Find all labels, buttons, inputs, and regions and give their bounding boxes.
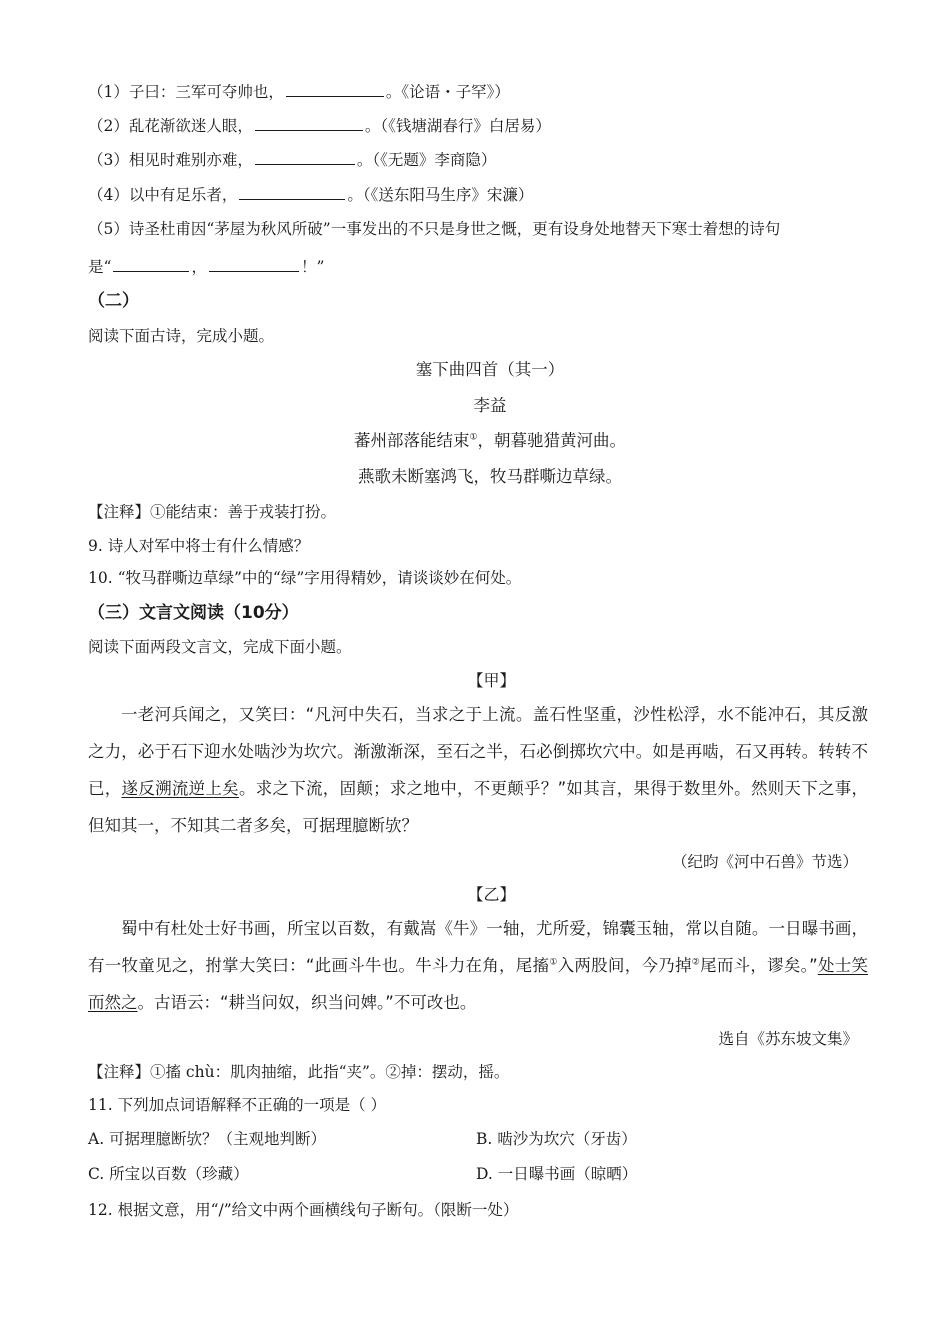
question-10: 10. “牧马群嘶边草绿”中的“绿”字用得精妙，请谈谈妙在何处。 <box>88 569 522 587</box>
section-3-heading: （三）文言文阅读（10分） <box>88 603 299 623</box>
poem-author: 李益 <box>473 396 507 415</box>
passage-jia-source: （纪昀《河中石兽》节选） <box>671 853 858 871</box>
answer-blank[interactable] <box>113 255 189 272</box>
fill-question-5: （5）诗圣杜甫因“茅屋为秋风所破”一事发出的不只是身世之慨，更有设身处地替天下寒士着想的诗句 <box>88 220 781 238</box>
underlined-sentence-1: 遂反溯流逆上矣 <box>121 779 239 798</box>
section-3-intro: 阅读下面两段文言文，完成下面小题。 <box>88 638 352 656</box>
option-d[interactable]: D. 一日曝书画（晾晒） <box>476 1165 638 1183</box>
option-a[interactable]: A. 可据理臆断欤？（主观地判断） <box>88 1130 327 1148</box>
fill-question-2: （2）乱花渐欲迷人眼， 。（《钱塘湖春行》白居易） <box>88 114 551 137</box>
passage-jia-text: 一老河兵闻之，又笑曰：“凡河中失石，当求之于上流。盖石性坚重，沙性松浮，水不能冲石，其反激之力，必于石下迎水处啮沙为坎穴。渐激渐深，至石之半，石必倒掷坎穴中。如是再啮，石又再转。转转不已，遂反溯流逆上矣。求之下流，固颠；求之地中，不更颠乎？”如其言，果得于数里外。然则天下之事，但知其一，不知其二者多矣，可据理臆断欤？ <box>88 705 869 835</box>
poem-title: 塞下曲四首（其一） <box>415 360 565 379</box>
answer-blank[interactable] <box>255 148 355 165</box>
question-12: 12. 根据文意，用“/”给文中两个画横线句子断句。（限断一处） <box>88 1201 519 1219</box>
answer-blank[interactable] <box>239 183 345 200</box>
poem-line-1: 蕃州部落能结束①，朝暮驰猎黄河曲。 <box>353 431 627 450</box>
poem-line-2: 燕歌未断塞鸿飞，牧马群嘶边草绿。 <box>358 467 622 486</box>
passage-yi-text: 蜀中有杜处士好书画，所宝以百数，有戴嵩《牛》一轴，尤所爱，锦囊玉轴，常以自随。一日曝书画，有一牧童见之，拊掌大笑曰：“此画斗牛也。牛斗力在角，尾搐①入两股间，今乃掉②尾而斗，谬矣。”处士笑而然之。古语云：“耕当问奴，织当问婢。”不可改也。 <box>88 919 868 1012</box>
question-11: 11. 下列加点词语解释不正确的一项是（ ） <box>88 1096 387 1114</box>
section-2-intro: 阅读下面古诗，完成小题。 <box>88 327 275 345</box>
fill-question-5-answer: 是“ ， ！” <box>88 255 324 278</box>
fill-question-3: （3）相见时难别亦难， 。（《无题》李商隐） <box>88 148 496 171</box>
poem-note: 【注释】①能结束：善于戎装打扮。 <box>88 503 337 521</box>
option-b[interactable]: B. 啮沙为坎穴（牙齿） <box>476 1130 637 1148</box>
passage-yi-source: 选自《苏东坡文集》 <box>718 1030 858 1048</box>
footnote-marker: ② <box>691 957 701 968</box>
fill-question-1: （1）子曰：三军可夺帅也， 。《论语・子罕》） <box>88 80 510 103</box>
footnote-marker: ① <box>549 957 558 968</box>
answer-blank[interactable] <box>255 114 363 131</box>
answer-blank[interactable] <box>209 255 299 272</box>
option-c[interactable]: C. 所宝以百数（珍藏） <box>88 1165 249 1183</box>
fill-question-4: （4）以中有足乐者， 。（《送东阳马生序》宋濂） <box>88 183 533 206</box>
passage-note: 【注释】①搐 chù：肌肉抽缩，此指“夹”。②掉：摆动，摇。 <box>88 1063 510 1081</box>
passage-yi-label: 【乙】 <box>467 885 516 904</box>
answer-blank[interactable] <box>286 80 384 97</box>
footnote-marker: ① <box>469 432 478 443</box>
underlined-sentence-2: 处士笑而然之 <box>88 956 868 1012</box>
question-9: 9. 诗人对军中将士有什么情感？ <box>88 537 310 555</box>
section-2-heading: （二） <box>88 291 139 311</box>
passage-jia-label: 【甲】 <box>467 671 516 690</box>
